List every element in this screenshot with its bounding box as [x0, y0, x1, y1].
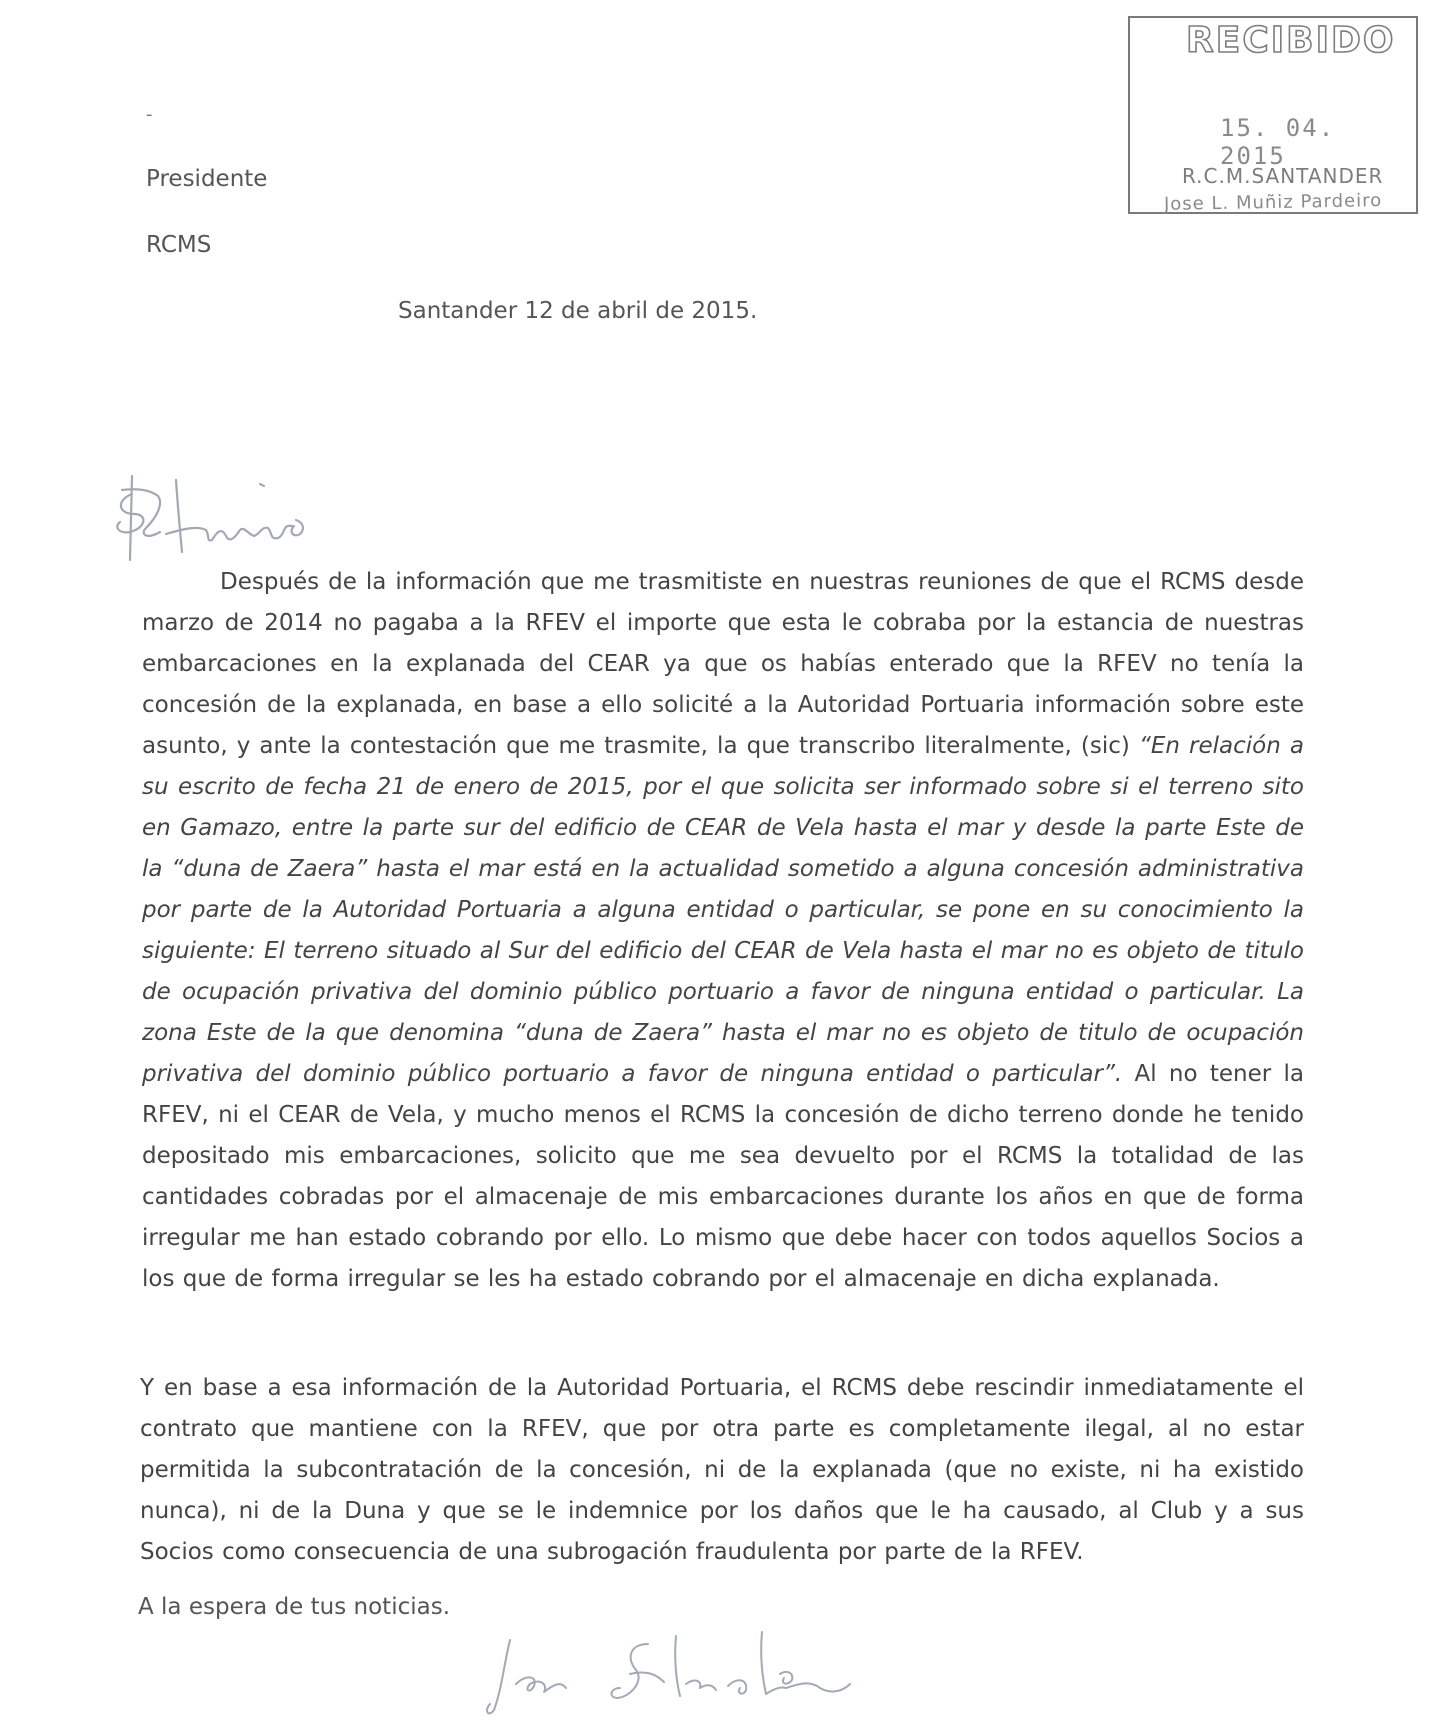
- paragraph-1-request: Al no tener la RFEV, ni el CEAR de Vela, y mucho menos el RCMS la concesión de dicho terreno donde he tenido depositado mis embarcaciones, solicito que me sea devuelto por el RCMS la totalidad de las cantidades cobradas por el almacenaje de mis embarcaciones durante los años en que de forma irregular me han estado cobrando por ello. Lo mismo que debe hacer con todos aquellos Socios a los que de forma irregular se les ha estado cobrando por el almacenaje en dicha explanada.: [142, 1061, 1304, 1292]
- closing-line: A la espera de tus noticias.: [138, 1594, 451, 1620]
- recipient-organization: RCMS: [146, 232, 212, 258]
- port-authority-quote: “En relación a su escrito de fecha 21 de enero de 2015, por el que solicita ser informado sobre si el terreno sito en Gamazo, entre la parte sur del edificio de CEAR de Vela hasta el mar y desde la parte Este de la “duna de Zaera” hasta el mar está en la actualidad sometido a alguna concesión administrativa por parte de la Autoridad Portuaria a alguna entidad o particular, se pone en su conocimiento la siguiente: El terreno situado al Sur del edificio del CEAR de Vela hasta el mar no es objeto de titulo de ocupación privativa del dominio público portuario a favor de ninguna entidad o particular. La zona Este de la que denomina “duna de Zaera” hasta el mar no es objeto de titulo de ocupación privativa del dominio público portuario a favor de ninguna entidad o particular”.: [142, 733, 1304, 1087]
- recipient-title: Presidente: [146, 166, 268, 192]
- stamp-organization: R.C.M.SANTANDER: [1182, 164, 1384, 188]
- paragraph-1-intro: Después de la información que me trasmitiste en nuestras reuniones de que el RCMS desde marzo de 2014 no pagaba a la RFEV el importe que esta le cobraba por la estancia de nuestras embarcaciones en la explanada del CEAR ya que os habías enterado que la RFEV no tenía la concesión de la explanada, en base a ello solicité a la Autoridad Portuaria información sobre este asunto, y ante la contestación que me trasmite, la que transcribo literalmente, (sic): [142, 569, 1304, 759]
- stamp-title: RECIBIDO: [1186, 20, 1396, 61]
- body-paragraph-1: [142, 562, 1304, 1300]
- handwritten-signature: [480, 1614, 860, 1724]
- header-mark: -: [146, 104, 153, 125]
- body-paragraph-2: Y en base a esa información de la Autoridad Portuaria, el RCMS debe rescindir inmediatamente el contrato que mantiene con la RFEV, que por otra parte es completamente ilegal, al no estar permitida la subcontratación de la concesión, ni de la explanada (que no existe, ni ha existido nunca), ni de la Duna y que se le indemnice por los daños que le ha causado, al Club y a sus Socios como consecuencia de una subrogación fraudulenta por parte de la RFEV.: [140, 1375, 1304, 1565]
- stamp-date: 15. 04. 2015: [1220, 114, 1336, 170]
- received-stamp: [1128, 16, 1418, 214]
- place-and-date: Santander 12 de abril de 2015.: [398, 298, 758, 324]
- stamp-person-name: Jose L. Muñiz Pardeiro: [1163, 190, 1383, 215]
